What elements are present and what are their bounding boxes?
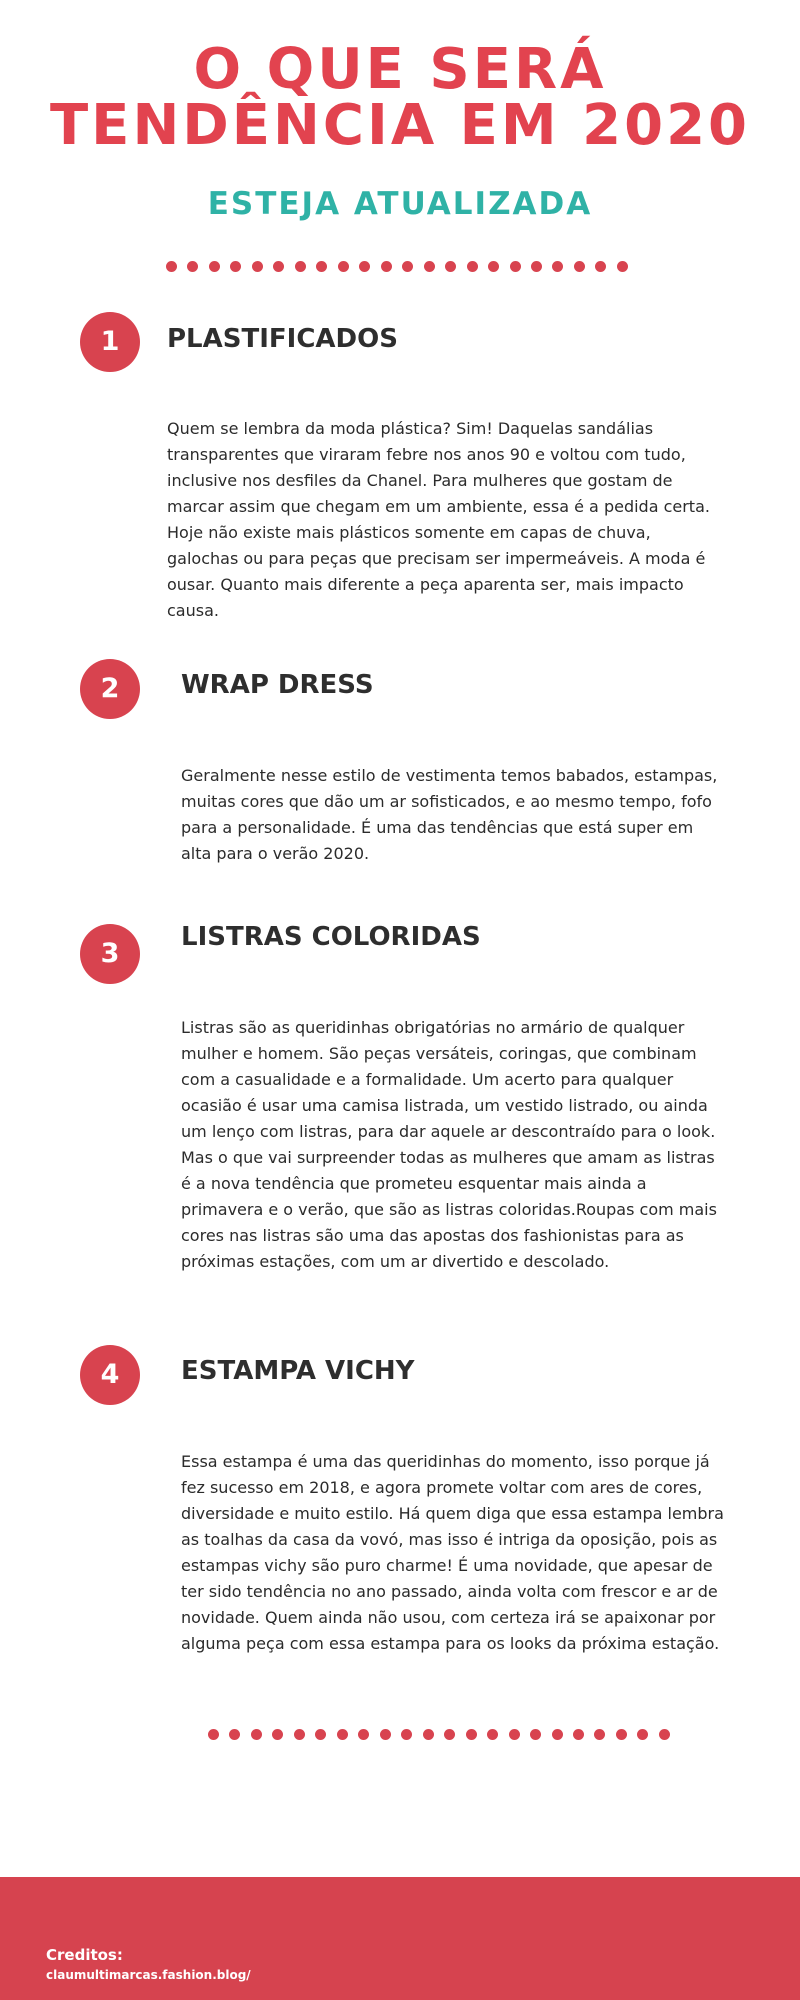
dot-divider-bottom: [208, 1727, 670, 1741]
page-subtitle: ESTEJA ATUALIZADA: [207, 186, 593, 222]
section-heading-wrap-dress: WRAP DRESS: [181, 670, 374, 700]
credits-label: Creditos:: [46, 1946, 123, 1964]
section-heading-listras-coloridas: LISTRAS COLORIDAS: [181, 922, 481, 952]
section-text-listras-coloridas: Listras são as queridinhas obrigatórias no armário de qualquer mulher e homem. São peças versáteis, coringas, que combinam com a casualidade e a formalidade. Um acerto para qualquer ocasião é usar uma camisa listrada, um vestido listrado, ou ainda um lenço com listras, para dar aquele ar descontraído para o look. Mas o que vai surpreender todas as mulheres que amam as listras é a nova tendência que prometeu esquentar mais ainda a primavera e o verão, que são as listras coloridas.Roupas com mais cores nas listras são uma das apostas dos fashionistas para as próximas estações, com um ar divertido e descolado.: [181, 1018, 717, 1271]
section-number-badge-2: 2: [80, 659, 140, 719]
section-number-badge-1: 1: [80, 312, 140, 372]
section-text-plastificados: Quem se lembra da moda plástica? Sim! Daquelas sandálias transparentes que viraram febre nos anos 90 e voltou com tudo, inclusive nos desfiles da Chanel. Para mulheres que gostam de marcar assim que chegam em um ambiente, essa é a pedida certa. Hoje não existe mais plásticos somente em capas de chuva, galochas ou para peças que precisam ser impermeáveis. A moda é ousar. Quanto mais diferente a peça aparenta ser, mais impacto causa.: [167, 419, 710, 620]
page-title-line-2: TENDÊNCIA EM 2020: [49, 93, 751, 158]
dot-divider-top: [166, 259, 628, 273]
footer-band: [0, 1877, 800, 2000]
section-number-badge-3: 3: [80, 924, 140, 984]
credits-link[interactable]: claumultimarcas.fashion.blog/: [46, 1968, 251, 1982]
section-heading-plastificados: PLASTIFICADOS: [167, 324, 398, 354]
section-heading-estampa-vichy: ESTAMPA VICHY: [181, 1356, 415, 1386]
page-title-line-1: O QUE SERÁ: [193, 37, 607, 102]
section-text-wrap-dress: Geralmente nesse estilo de vestimenta temos babados, estampas, muitas cores que dão um ar sofisticados, e ao mesmo tempo, fofo para a personalidade. É uma das tendências que está super em alta para o verão 2020.: [181, 766, 718, 863]
section-number-badge-4: 4: [80, 1345, 140, 1405]
section-text-estampa-vichy: Essa estampa é uma das queridinhas do momento, isso porque já fez sucesso em 2018, e agora promete voltar com ares de cores, diversidade e muito estilo. Há quem diga que essa estampa lembra as toalhas da casa da vovó, mas isso é intriga da oposição, pois as estampas vichy são puro charme! É uma novidade, que apesar de ter sido tendência no ano passado, ainda volta com frescor e ar de novidade. Quem ainda não usou, com certeza irá se apaixonar por alguma peça com essa estampa para os looks da próxima estação.: [181, 1452, 724, 1653]
